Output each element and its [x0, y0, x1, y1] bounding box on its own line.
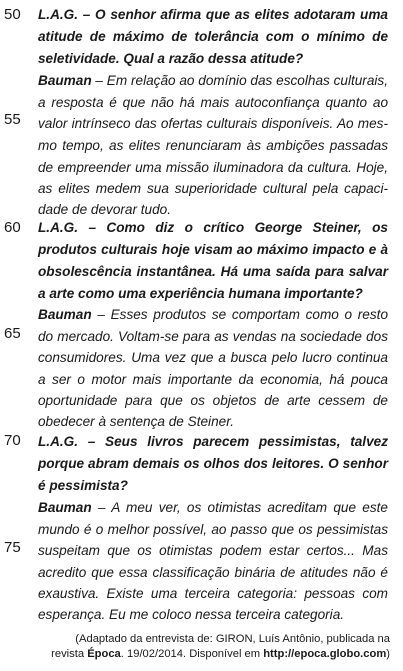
- speaker-name: Bauman: [38, 307, 92, 322]
- answer-line: esperança. Eu me coloco nessa terceira categoria.: [38, 607, 345, 622]
- question-line: L.A.G. – Como diz o crítico George Steiner, os: [38, 220, 388, 235]
- question-line: obsolescência instantânea. Há uma saída para salvar: [38, 264, 388, 279]
- question-line: produtos culturais hoje visam ao máximo impacto e à: [38, 242, 388, 257]
- line-number-50: 50: [4, 6, 21, 23]
- line-number-55: 55: [4, 111, 21, 128]
- answer-line: as elites medem sua superioridade cultural pela capaci-: [38, 181, 388, 196]
- answer-line: suspeitam que os otimistas podem estar certos... Mas: [38, 543, 388, 558]
- source-url: http://epoca.globo.com: [263, 648, 387, 660]
- answer-line: mundo é o melhor possível, ao passo que os pessimistas: [38, 522, 388, 537]
- answer-line: valor intrínseco das ofertas culturais disponíveis. Ao mes-: [38, 116, 388, 131]
- answer-line: dade de devorar tudo.: [38, 202, 172, 217]
- answer-line: Bauman – Esses produtos se comportam como o resto: [38, 307, 388, 322]
- answer-line: oportunidade para que os objetos de arte cessem de: [38, 393, 388, 408]
- question-line: a arte como uma experiência humana importante?: [38, 286, 363, 301]
- question-line: seletividade. Qual a razão dessa atitude?: [38, 51, 304, 66]
- speaker-name: Bauman: [38, 73, 92, 88]
- line-number-75: 75: [4, 539, 21, 556]
- answer-line: a resposta é que não há mais autoconfiança quanto ao: [38, 95, 388, 110]
- answer-line: consumidores. Uma vez que a busca pelo lucro continua: [38, 350, 388, 365]
- question-line: porque abram demais os olhos dos leitores. O senhor: [38, 456, 388, 471]
- answer-line: acredito que essa classificação binária de atitudes não é: [38, 565, 388, 580]
- line-number-65: 65: [4, 325, 21, 342]
- answer-line: a ser o motor mais importante da economia, há pouca: [38, 372, 388, 387]
- answer-line: mo tempo, as elites renunciaram às ambições passadas: [38, 138, 388, 153]
- answer-line: do mercado. Voltam-se para as vendas na sociedade dos: [38, 329, 388, 344]
- line-number-70: 70: [4, 432, 21, 449]
- answer-line: Bauman – Em relação ao domínio das escolhas culturais,: [38, 73, 388, 88]
- question-line: atitude de máximo de tolerância com o mínimo de: [38, 29, 388, 44]
- line-number-60: 60: [4, 219, 21, 236]
- citation-line-1: (Adaptado da entrevista de: GIRON, Luís Antônio, publicada na: [75, 633, 390, 645]
- question-line: L.A.G. – O senhor afirma que as elites adotaram uma: [38, 7, 388, 22]
- answer-line: de empreender uma missão iluminadora da cultura. Hoje,: [38, 160, 388, 175]
- source-citation: [44, 632, 390, 662]
- question-line: é pessimista?: [38, 478, 128, 493]
- speaker-name: Bauman: [38, 500, 92, 515]
- answer-line: exaustiva. Existe uma terceira categoria: pessoas com: [38, 586, 388, 601]
- answer-line: obedecer à sentença de Steiner.: [38, 414, 234, 429]
- citation-line-2: revista Época. 19/02/2014. Disponível em http://epoca.globo.com): [51, 648, 390, 660]
- question-line: L.A.G. – Seus livros parecem pessimistas, talvez: [38, 434, 388, 449]
- answer-line: Bauman – A meu ver, os otimistas acreditam que este: [38, 500, 388, 515]
- magazine-name: Época: [87, 648, 121, 660]
